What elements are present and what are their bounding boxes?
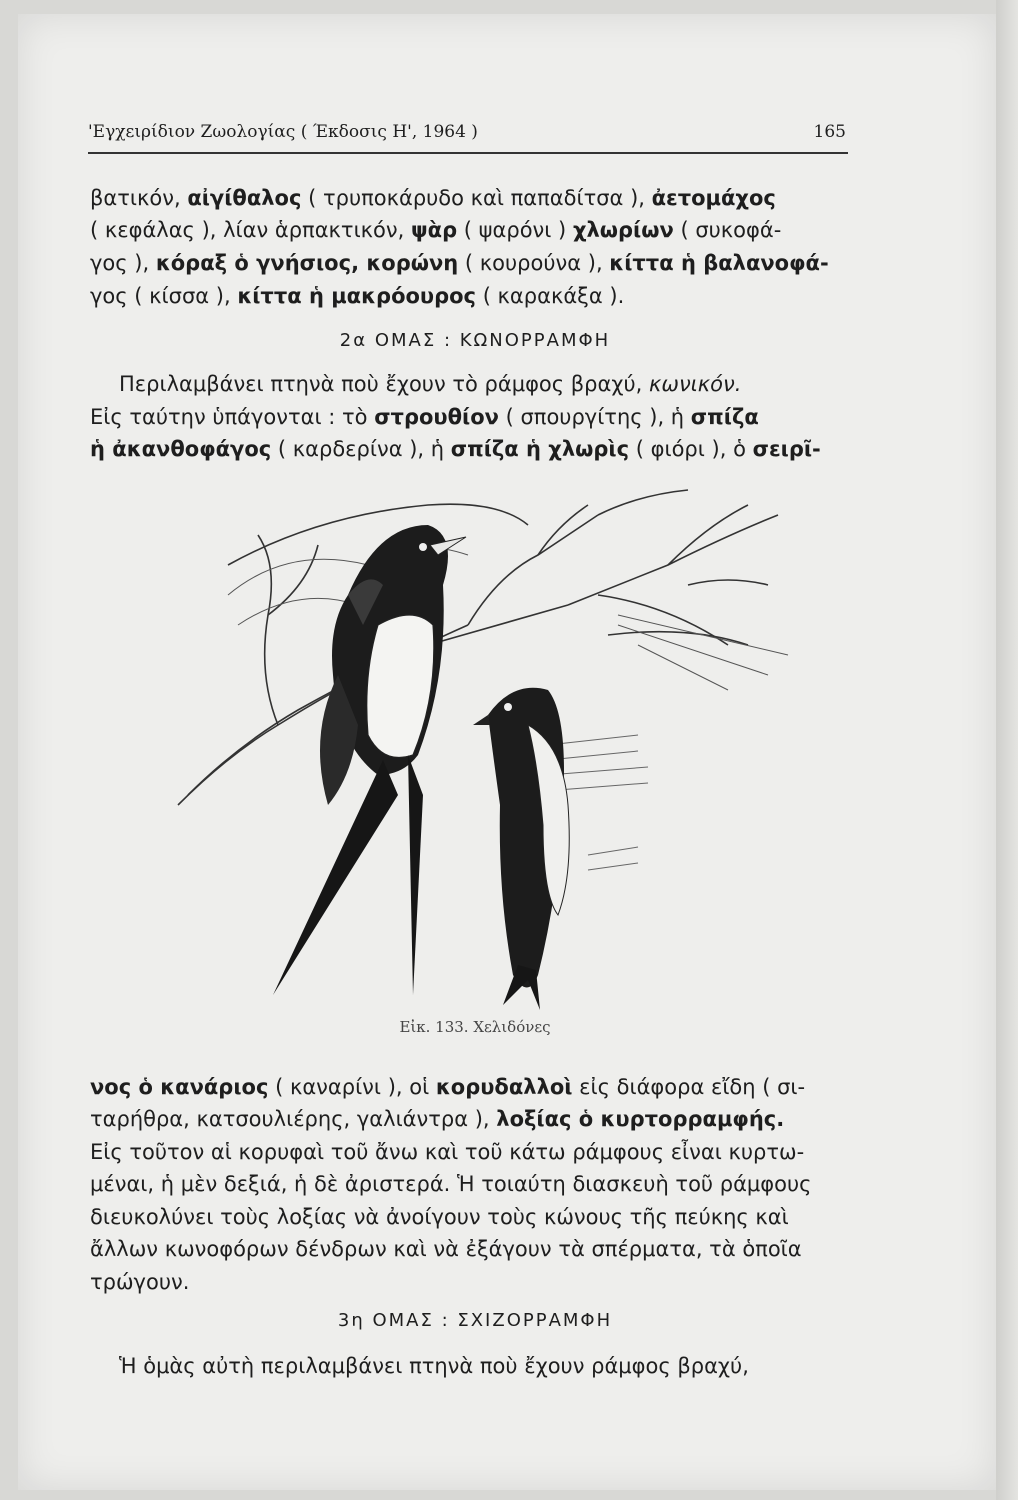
text-line: τρώγουν. bbox=[90, 1270, 190, 1294]
swallows-illustration bbox=[168, 475, 858, 1015]
branch-sketch bbox=[178, 490, 778, 805]
foliage-hatching bbox=[228, 547, 788, 690]
text-line: ταρήθρα, κατσουλιέρης, γαλιάντρα ), λοξίας ὁ κυρτορραμφής. bbox=[90, 1107, 785, 1131]
figure-caption: Εἰκ. 133. Χελιδόνες bbox=[399, 1018, 551, 1036]
header-title: 'Εγχειρίδιον Ζωολογίας ( Έκδοσις Η', 1964 ) bbox=[88, 122, 478, 142]
text-line: Περιλαμβάνει πτηνὰ ποὺ ἔχουν τὸ ράμφος βραχύ, κωνικόν. bbox=[119, 372, 742, 396]
running-header bbox=[88, 122, 848, 154]
page-number: 165 bbox=[813, 122, 846, 142]
text-line: Εἰς τοῦτον αἱ κορυφαὶ τοῦ ἄνω καὶ τοῦ κάτω ράμφους εἶναι κυρτω- bbox=[90, 1140, 805, 1164]
text-line: Ἡ ὁμὰς αὐτὴ περιλαμβάνει πτηνὰ ποὺ ἔχουν ράμφος βραχύ, bbox=[119, 1354, 749, 1378]
left-swallow bbox=[273, 525, 466, 995]
page-edge bbox=[996, 0, 1018, 1500]
section-heading: 3η ΟΜΑΣ : ΣΧΙΖΟΡΡΑΜΦΗ bbox=[337, 1310, 613, 1331]
text-line: νος ὁ κανάριος ( καναρίνι ), οἱ κορυδαλλοὶ εἰς διάφορα εἴδη ( σι- bbox=[90, 1075, 806, 1099]
text-line: διευκολύνει τοὺς λοξίας νὰ ἀνοίγουν τοὺς κώνους τῆς πεύκης καὶ bbox=[90, 1205, 789, 1229]
text-line: ἡ ἀκανθοφάγος ( καρδερίνα ), ἡ σπίζα ἡ χλωρὶς ( φιόρι ), ὁ σειρῖ- bbox=[90, 437, 821, 461]
text-line: ἄλλων κωνοφόρων δένδρων καὶ νὰ ἐξάγουν τὰ σπέρματα, τὰ ὁποῖα bbox=[90, 1237, 802, 1261]
section-heading: 2α ΟΜΑΣ : ΚΩΝΟΡΡΑΜΦΗ bbox=[339, 330, 611, 351]
text-line: ( κεφάλας ), λίαν ἁρπακτικόν, ψὰρ ( ψαρόνι ) χλωρίων ( συκοφά- bbox=[90, 218, 782, 242]
text-line: γος ), κόραξ ὁ γνήσιος, κορώνη ( κουρούνα ), κίττα ἡ βαλανοφά- bbox=[90, 251, 829, 275]
text-line: βατικόν, αἰγίθαλος ( τρυποκάρυδο καὶ παπαδίτσα ), ἀετομάχος bbox=[90, 186, 776, 210]
text-line: μέναι, ἡ μὲν δεξιά, ἡ δὲ ἀριστερά. Ἡ τοιαύτη διασκευὴ τοῦ ράμφους bbox=[90, 1172, 812, 1196]
right-swallow bbox=[473, 688, 569, 1010]
text-line: γος ( κίσσα ), κίττα ἡ μακρόουρος ( καρακάξα ). bbox=[90, 284, 625, 308]
text-line: Εἰς ταύτην ὑπάγονται : τὸ στρουθίον ( σπουργίτης ), ἡ σπίζα bbox=[90, 405, 759, 429]
